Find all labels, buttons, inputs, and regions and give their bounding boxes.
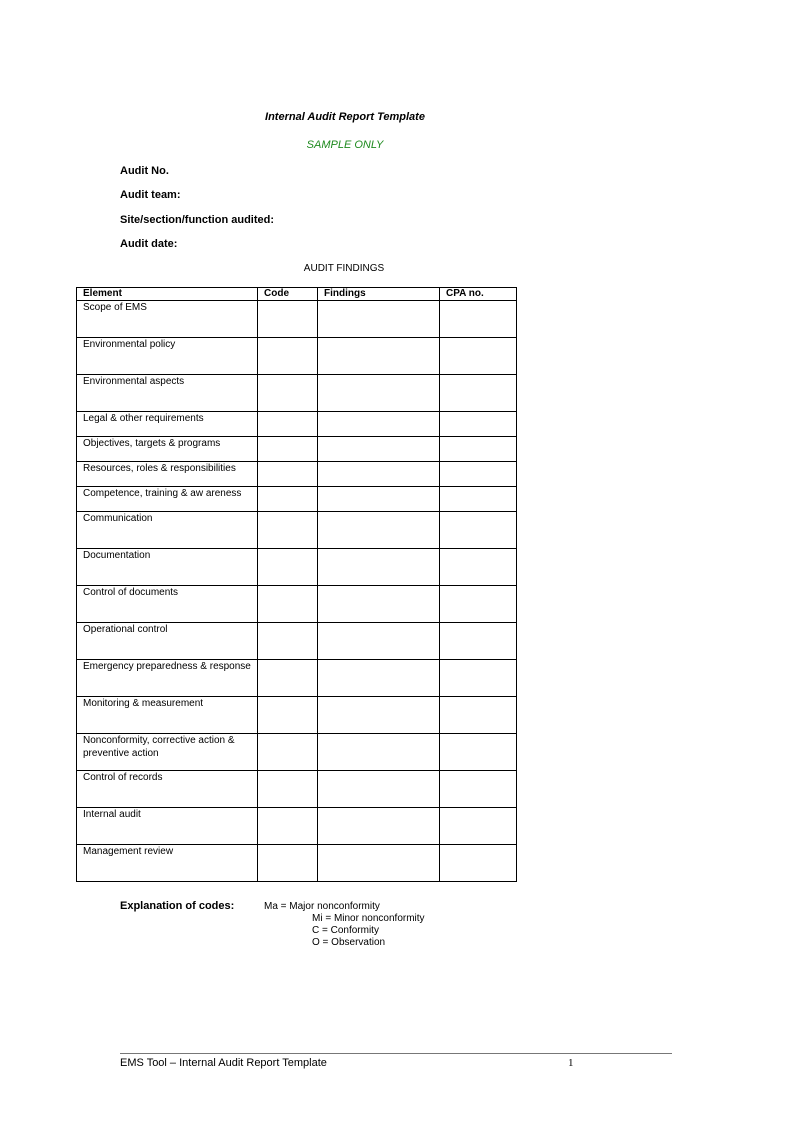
code-cell[interactable]	[258, 771, 318, 808]
findings-cell[interactable]	[318, 623, 440, 660]
element-cell: Emergency preparedness & response	[77, 660, 258, 697]
cpa-no-cell[interactable]	[440, 338, 517, 375]
element-cell: Environmental aspects	[77, 375, 258, 412]
findings-cell[interactable]	[318, 437, 440, 462]
table-row	[77, 586, 517, 623]
table-row	[77, 845, 517, 882]
cpa-no-cell[interactable]	[440, 586, 517, 623]
findings-cell[interactable]	[318, 412, 440, 437]
footer-page-number: 1	[568, 1057, 574, 1069]
audit-team-label: Audit team:	[120, 189, 181, 201]
code-cell[interactable]	[258, 734, 318, 771]
cpa-no-cell[interactable]	[440, 660, 517, 697]
findings-cell[interactable]	[318, 808, 440, 845]
cpa-no-cell[interactable]	[440, 512, 517, 549]
table-row	[77, 412, 517, 437]
element-cell: Internal audit	[77, 808, 258, 845]
findings-cell[interactable]	[318, 462, 440, 487]
cpa-no-cell[interactable]	[440, 437, 517, 462]
table-row	[77, 487, 517, 512]
findings-table-body	[77, 301, 517, 882]
table-row	[77, 623, 517, 660]
findings-cell[interactable]	[318, 375, 440, 412]
element-cell: Control of documents	[77, 586, 258, 623]
element-cell: Scope of EMS	[77, 301, 258, 338]
element-cell: Competence, training & aw areness	[77, 487, 258, 512]
findings-cell[interactable]	[318, 586, 440, 623]
table-row	[77, 697, 517, 734]
findings-cell[interactable]	[318, 660, 440, 697]
cpa-no-cell[interactable]	[440, 462, 517, 487]
code-cell[interactable]	[258, 301, 318, 338]
code-cell[interactable]	[258, 375, 318, 412]
document-title: Internal Audit Report Template	[265, 111, 425, 123]
audit-findings-heading: AUDIT FINDINGS	[303, 263, 385, 274]
element-cell: Control of records	[77, 771, 258, 808]
code-conformity: C = Conformity	[312, 925, 379, 936]
element-cell: Documentation	[77, 549, 258, 586]
cpa-no-cell[interactable]	[440, 375, 517, 412]
code-cell[interactable]	[258, 660, 318, 697]
findings-cell[interactable]	[318, 771, 440, 808]
table-row	[77, 808, 517, 845]
cpa-no-cell[interactable]	[440, 412, 517, 437]
table-row	[77, 734, 517, 771]
code-cell[interactable]	[258, 586, 318, 623]
cpa-no-cell[interactable]	[440, 623, 517, 660]
element-cell: Resources, roles & responsibilities	[77, 462, 258, 487]
table-row	[77, 375, 517, 412]
audit-date-label: Audit date:	[120, 238, 178, 250]
findings-cell[interactable]	[318, 845, 440, 882]
code-cell[interactable]	[258, 697, 318, 734]
element-cell: Legal & other requirements	[77, 412, 258, 437]
findings-cell[interactable]	[318, 734, 440, 771]
cpa-no-cell[interactable]	[440, 487, 517, 512]
cpa-no-cell[interactable]	[440, 845, 517, 882]
code-cell[interactable]	[258, 623, 318, 660]
table-header-row	[77, 288, 517, 301]
cpa-no-cell[interactable]	[440, 301, 517, 338]
footer-document-name: EMS Tool – Internal Audit Report Template	[120, 1057, 327, 1069]
code-cell[interactable]	[258, 512, 318, 549]
audit-findings-table	[76, 287, 517, 882]
element-cell: Objectives, targets & programs	[77, 437, 258, 462]
code-cell[interactable]	[258, 487, 318, 512]
audit-no-label: Audit No.	[120, 165, 169, 177]
column-header-element: Element	[77, 288, 258, 301]
code-cell[interactable]	[258, 338, 318, 375]
codes-explanation-label: Explanation of codes:	[120, 900, 235, 912]
site-audited-label: Site/section/function audited:	[120, 214, 275, 226]
table-row	[77, 660, 517, 697]
element-cell: Monitoring & measurement	[77, 697, 258, 734]
findings-cell[interactable]	[318, 697, 440, 734]
code-cell[interactable]	[258, 437, 318, 462]
code-cell[interactable]	[258, 412, 318, 437]
element-cell: Communication	[77, 512, 258, 549]
column-header-cpa-no: CPA no.	[440, 288, 517, 301]
cpa-no-cell[interactable]	[440, 697, 517, 734]
cpa-no-cell[interactable]	[440, 808, 517, 845]
code-cell[interactable]	[258, 808, 318, 845]
code-cell[interactable]	[258, 845, 318, 882]
table-row	[77, 338, 517, 375]
table-row	[77, 437, 517, 462]
footer-divider	[120, 1053, 672, 1054]
element-cell: Nonconformity, corrective action & preventive action	[77, 734, 258, 771]
findings-cell[interactable]	[318, 512, 440, 549]
code-observation: O = Observation	[312, 937, 386, 948]
findings-cell[interactable]	[318, 338, 440, 375]
element-cell: Operational control	[77, 623, 258, 660]
code-major: Ma = Major nonconformity	[264, 901, 380, 912]
table-row	[77, 549, 517, 586]
findings-cell[interactable]	[318, 487, 440, 512]
sample-only-label: SAMPLE ONLY	[306, 139, 384, 151]
element-cell: Management review	[77, 845, 258, 882]
code-minor: Mi = Minor nonconformity	[312, 913, 425, 924]
column-header-findings: Findings	[318, 288, 440, 301]
code-cell[interactable]	[258, 462, 318, 487]
findings-cell[interactable]	[318, 301, 440, 338]
table-row	[77, 462, 517, 487]
findings-cell[interactable]	[318, 549, 440, 586]
table-row	[77, 301, 517, 338]
table-row	[77, 512, 517, 549]
column-header-code: Code	[258, 288, 318, 301]
cpa-no-cell[interactable]	[440, 771, 517, 808]
element-cell: Environmental policy	[77, 338, 258, 375]
table-row	[77, 771, 517, 808]
code-cell[interactable]	[258, 549, 318, 586]
cpa-no-cell[interactable]	[440, 549, 517, 586]
cpa-no-cell[interactable]	[440, 734, 517, 771]
